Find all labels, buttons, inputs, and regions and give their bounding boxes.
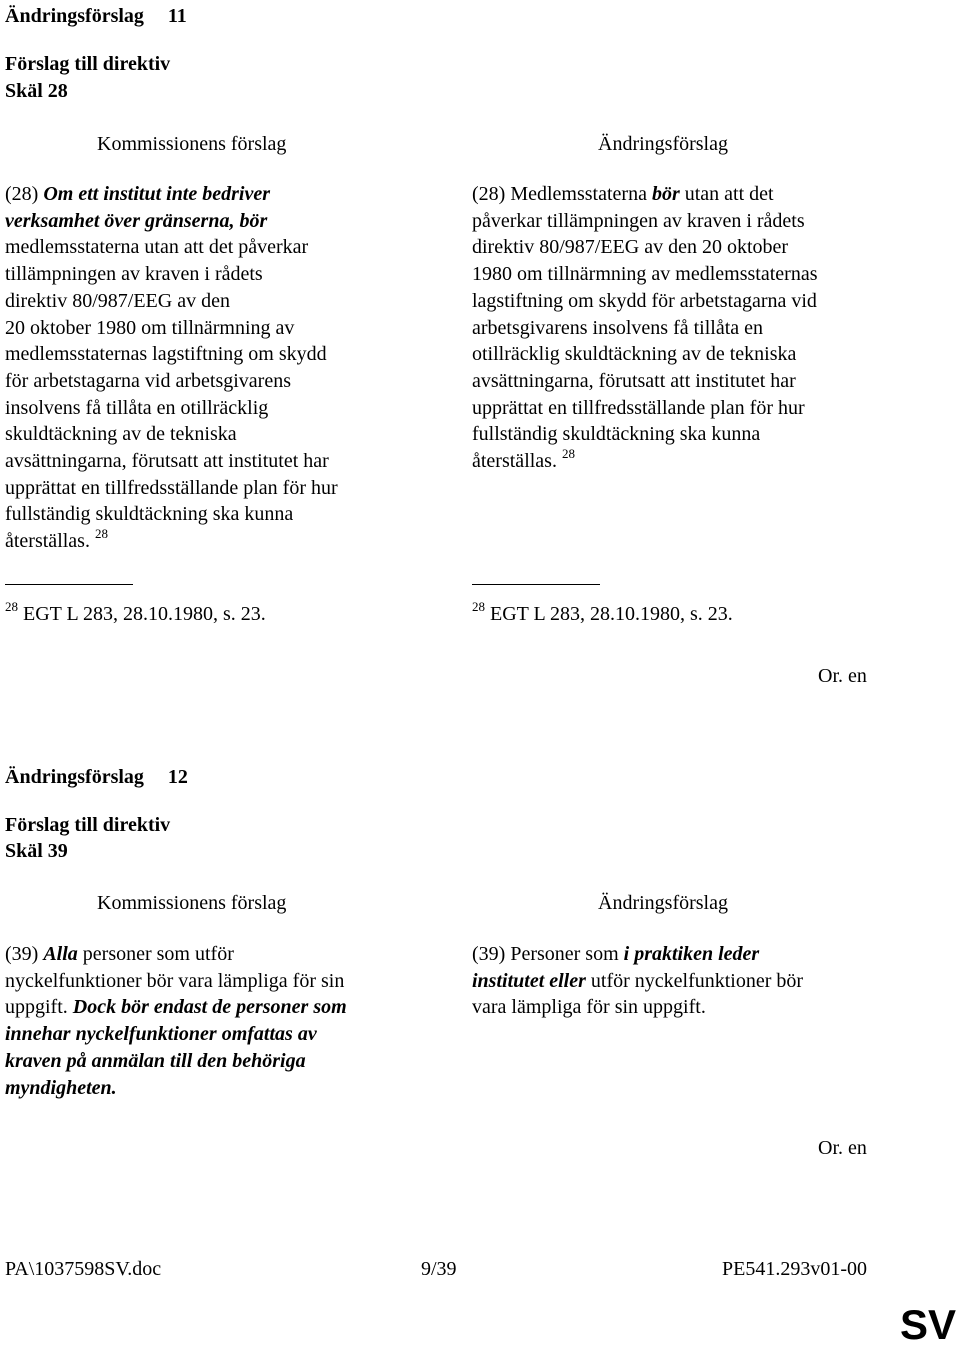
bold-italic-run: Dock bör endast de personer som [72, 996, 347, 1019]
bold-italic-line: innehar nyckelfunktioner omfattas av [5, 1023, 317, 1046]
text-line: för arbetstagarna vid arbetsgivarens [5, 369, 291, 392]
footnote-reference[interactable]: 28 [561, 446, 575, 462]
bold-italic-run: Alla [43, 943, 78, 965]
text-run: (28) [5, 183, 44, 205]
text-run: återställas. [472, 450, 557, 473]
text-run: (39) Personer som [472, 943, 624, 965]
language-tag: Or. en [818, 1137, 867, 1159]
footer-page-number: 9/39 [421, 1258, 457, 1280]
amendment-heading-number: 11 [167, 5, 187, 27]
text-line: medlemsstaterna utan att det påverkar [5, 236, 309, 259]
language-tag: Or. en [818, 665, 867, 687]
amendment-11-amended-text [472, 181, 912, 475]
amendment-12-heading [5, 764, 188, 791]
text-run: återställas. [5, 530, 90, 553]
footnote-left [5, 601, 266, 628]
amendment-12-left-column-header: Kommissionens förslag [97, 892, 287, 914]
footnote-text: EGT L 283, 28.10.1980, s. 23. [490, 603, 733, 625]
amendment-heading-prefix: Ändringsförslag [5, 766, 144, 788]
amendment-12-proposal: Förslag till direktiv [5, 814, 171, 836]
bold-italic-run: institutet eller [472, 969, 586, 992]
bold-italic-run: i praktiken leder [623, 943, 760, 965]
bold-italic-line: myndigheten. [5, 1076, 117, 1099]
text-line: medlemsstaternas lagstiftning om skydd [5, 343, 327, 366]
footnote-separator [5, 584, 133, 585]
footnote-number: 28 [472, 599, 485, 615]
text-run: utför nyckelfunktioner bör [585, 969, 804, 992]
footnote-number: 28 [5, 599, 18, 615]
text-run: (28) Medlemsstaterna [472, 183, 652, 205]
text-line: skuldtäckning av de tekniska [5, 423, 237, 446]
text-line: avsättningarna, förutsatt att institutet har [472, 369, 796, 392]
footnote-reference[interactable]: 28 [94, 526, 108, 542]
text-line: direktiv 80/987/EEG av den [5, 289, 230, 312]
amendment-12-commission-text [5, 941, 435, 1101]
amendment-11-recital: Skäl 28 [5, 80, 68, 102]
amendment-11-heading [5, 3, 187, 30]
text-line: direktiv 80/987/EEG av den 20 oktober [472, 236, 789, 259]
text-line: fullständig skuldtäckning ska kunna [5, 503, 294, 526]
amendment-11-proposal: Förslag till direktiv [5, 53, 171, 75]
footnote-right [472, 601, 733, 628]
language-code-mark: SV [899, 1301, 956, 1348]
text-line: tillämpningen av kraven i rådets [5, 263, 263, 286]
text-line: 1980 om tillnärmning av medlemsstaternas [472, 263, 818, 286]
text-line: påverkar tillämpningen av kraven i rådets [472, 209, 805, 232]
text-run: uppgift. [5, 996, 73, 1019]
amendment-12-right-column-header: Ändringsförslag [598, 892, 728, 914]
text-line: nyckelfunktioner bör vara lämpliga för sin [5, 969, 345, 992]
text-line: upprättat en tillfredsställande plan för hur [472, 396, 805, 419]
amendment-heading-number: 12 [167, 766, 188, 788]
footer-doc-reference: PA\1037598SV.doc [5, 1258, 162, 1280]
text-line: avsättningarna, förutsatt att institutet har [5, 450, 329, 473]
text-line: insolvens få tillåta en otillräcklig [5, 396, 269, 419]
footnote-separator [472, 584, 600, 585]
text-line: arbetsgivarens insolvens få tillåta en [472, 316, 764, 339]
bold-italic-line: kraven på anmälan till den behöriga [5, 1049, 306, 1072]
text-line: upprättat en tillfredsställande plan för hur [5, 476, 338, 499]
text-run: (39) [5, 943, 44, 965]
bold-italic-run: Om ett institut inte bedriver [43, 183, 270, 205]
text-line: otillräcklig skuldtäckning av de tekniska [472, 343, 797, 366]
text-line: fullständig skuldtäckning ska kunna [472, 423, 761, 446]
footer-pe-reference: PE541.293v01-00 [722, 1258, 867, 1280]
bold-italic-line: verksamhet över gränserna, bör [5, 209, 268, 232]
amendment-11-right-column-header: Ändringsförslag [598, 133, 728, 155]
bold-italic-run: bör [651, 183, 680, 205]
text-run: personer som utför [77, 943, 234, 965]
amendment-12-recital: Skäl 39 [5, 840, 68, 862]
amendment-12-amended-text [472, 941, 912, 1021]
amendment-heading-prefix: Ändringsförslag [5, 5, 144, 27]
amendment-11-left-column-header: Kommissionens förslag [97, 133, 287, 155]
text-run: utan att det [679, 183, 774, 205]
amendment-11-commission-text [5, 181, 435, 555]
text-line: 20 oktober 1980 om tillnärmning av [5, 316, 295, 339]
footnote-text: EGT L 283, 28.10.1980, s. 23. [23, 603, 266, 625]
text-line: lagstiftning om skydd för arbetstagarna vid [472, 289, 817, 312]
text-line: vara lämpliga för sin uppgift. [472, 996, 706, 1019]
